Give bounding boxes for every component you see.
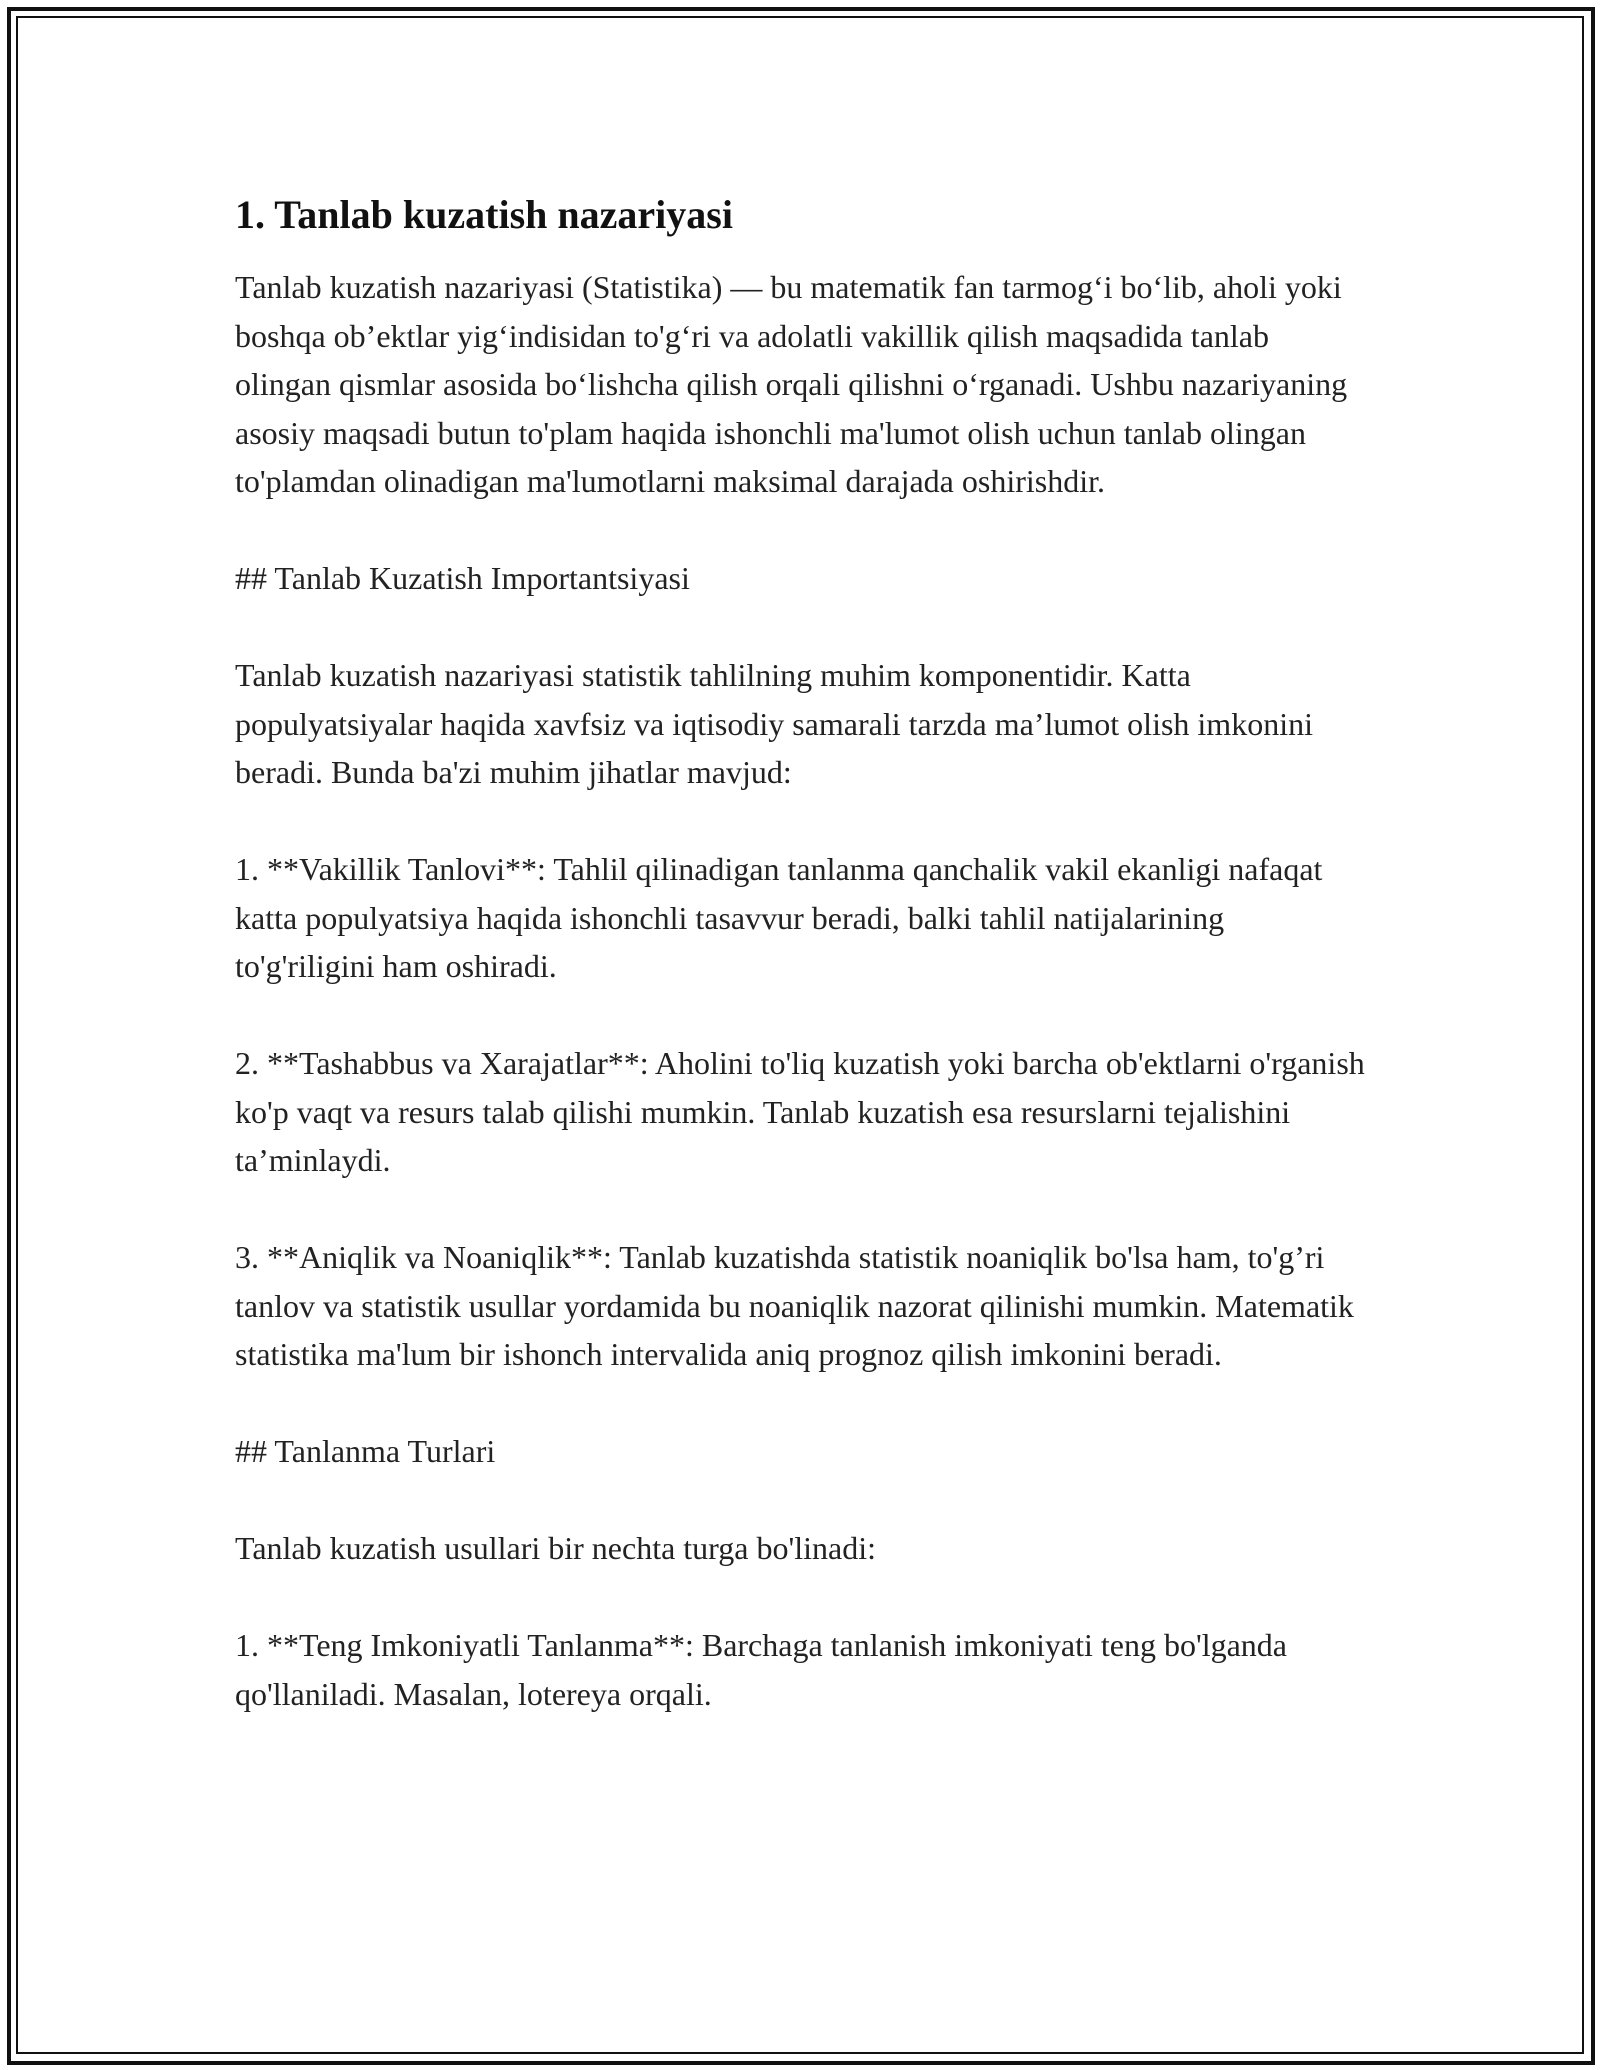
section-heading-sample-types: ## Tanlanma Turlari (235, 1433, 496, 1469)
document-body (235, 185, 1365, 1718)
list-item-accuracy-uncertainty: 3. **Aniqlik va Noaniqlik**: Tanlab kuzatishda statistik noaniqlik bo'lsa ham, to'g’ri tanlov va statistik usullar yordamida bu noaniqlik nazorat qilinishi mumkin. Matematik statistika ma'lum bir ishonch intervalida aniq prognoz qilish imkonini beradi. (235, 1239, 1354, 1372)
document-title: 1. Tanlab kuzatish nazariyasi (235, 192, 733, 237)
list-item-representative-sample: 1. **Vakillik Tanlovi**: Tahlil qilinadigan tanlanma qanchalik vakil ekanligi nafaqat katta populyatsiya haqida ishonchli tasavvur beradi, balki tahlil natijalarining to'g'riligini ham oshiradi. (235, 851, 1323, 984)
intro-paragraph: Tanlab kuzatish nazariyasi (Statistika) — bu matematik fan tarmog‘i bo‘lib, aholi yoki boshqa ob’ektlar yig‘indisidan to'g‘ri va adolatli vakillik qilish maqsadida tanlab olingan qismlar asosida bo‘lishcha qilish orqali qilishni o‘rganadi. Ushbu nazariyaning asosiy maqsadi butun to'plam haqida ishonchli ma'lumot olish uchun tanlab olingan to'plamdan olinadigan ma'lumotlarni maksimal darajada oshirishdir. (235, 269, 1348, 499)
importance-paragraph: Tanlab kuzatish nazariyasi statistik tahlilning muhim komponentidir. Katta populyatsiyalar haqida xavfsiz va iqtisodiy samarali tarzda ma’lumot olish imkonini beradi. Bunda ba'zi muhim jihatlar mavjud: (235, 657, 1313, 790)
list-item-initiative-costs: 2. **Tashabbus va Xarajatlar**: Aholini to'liq kuzatish yoki barcha ob'ektlarni o'rganish ko'p vaqt va resurs talab qilishi mumkin. Tanlab kuzatish esa resurslarni tejalishini ta’minlaydi. (235, 1045, 1365, 1178)
list-item-equal-probability-sample: 1. **Teng Imkoniyatli Tanlanma**: Barchaga tanlanish imkoniyati teng bo'lganda qo'llaniladi. Masalan, lotereya orqali. (235, 1627, 1287, 1712)
section-heading-importance: ## Tanlab Kuzatish Importantsiyasi (235, 560, 690, 596)
sample-types-intro-paragraph: Tanlab kuzatish usullari bir nechta turga bo'linadi: (235, 1530, 876, 1566)
